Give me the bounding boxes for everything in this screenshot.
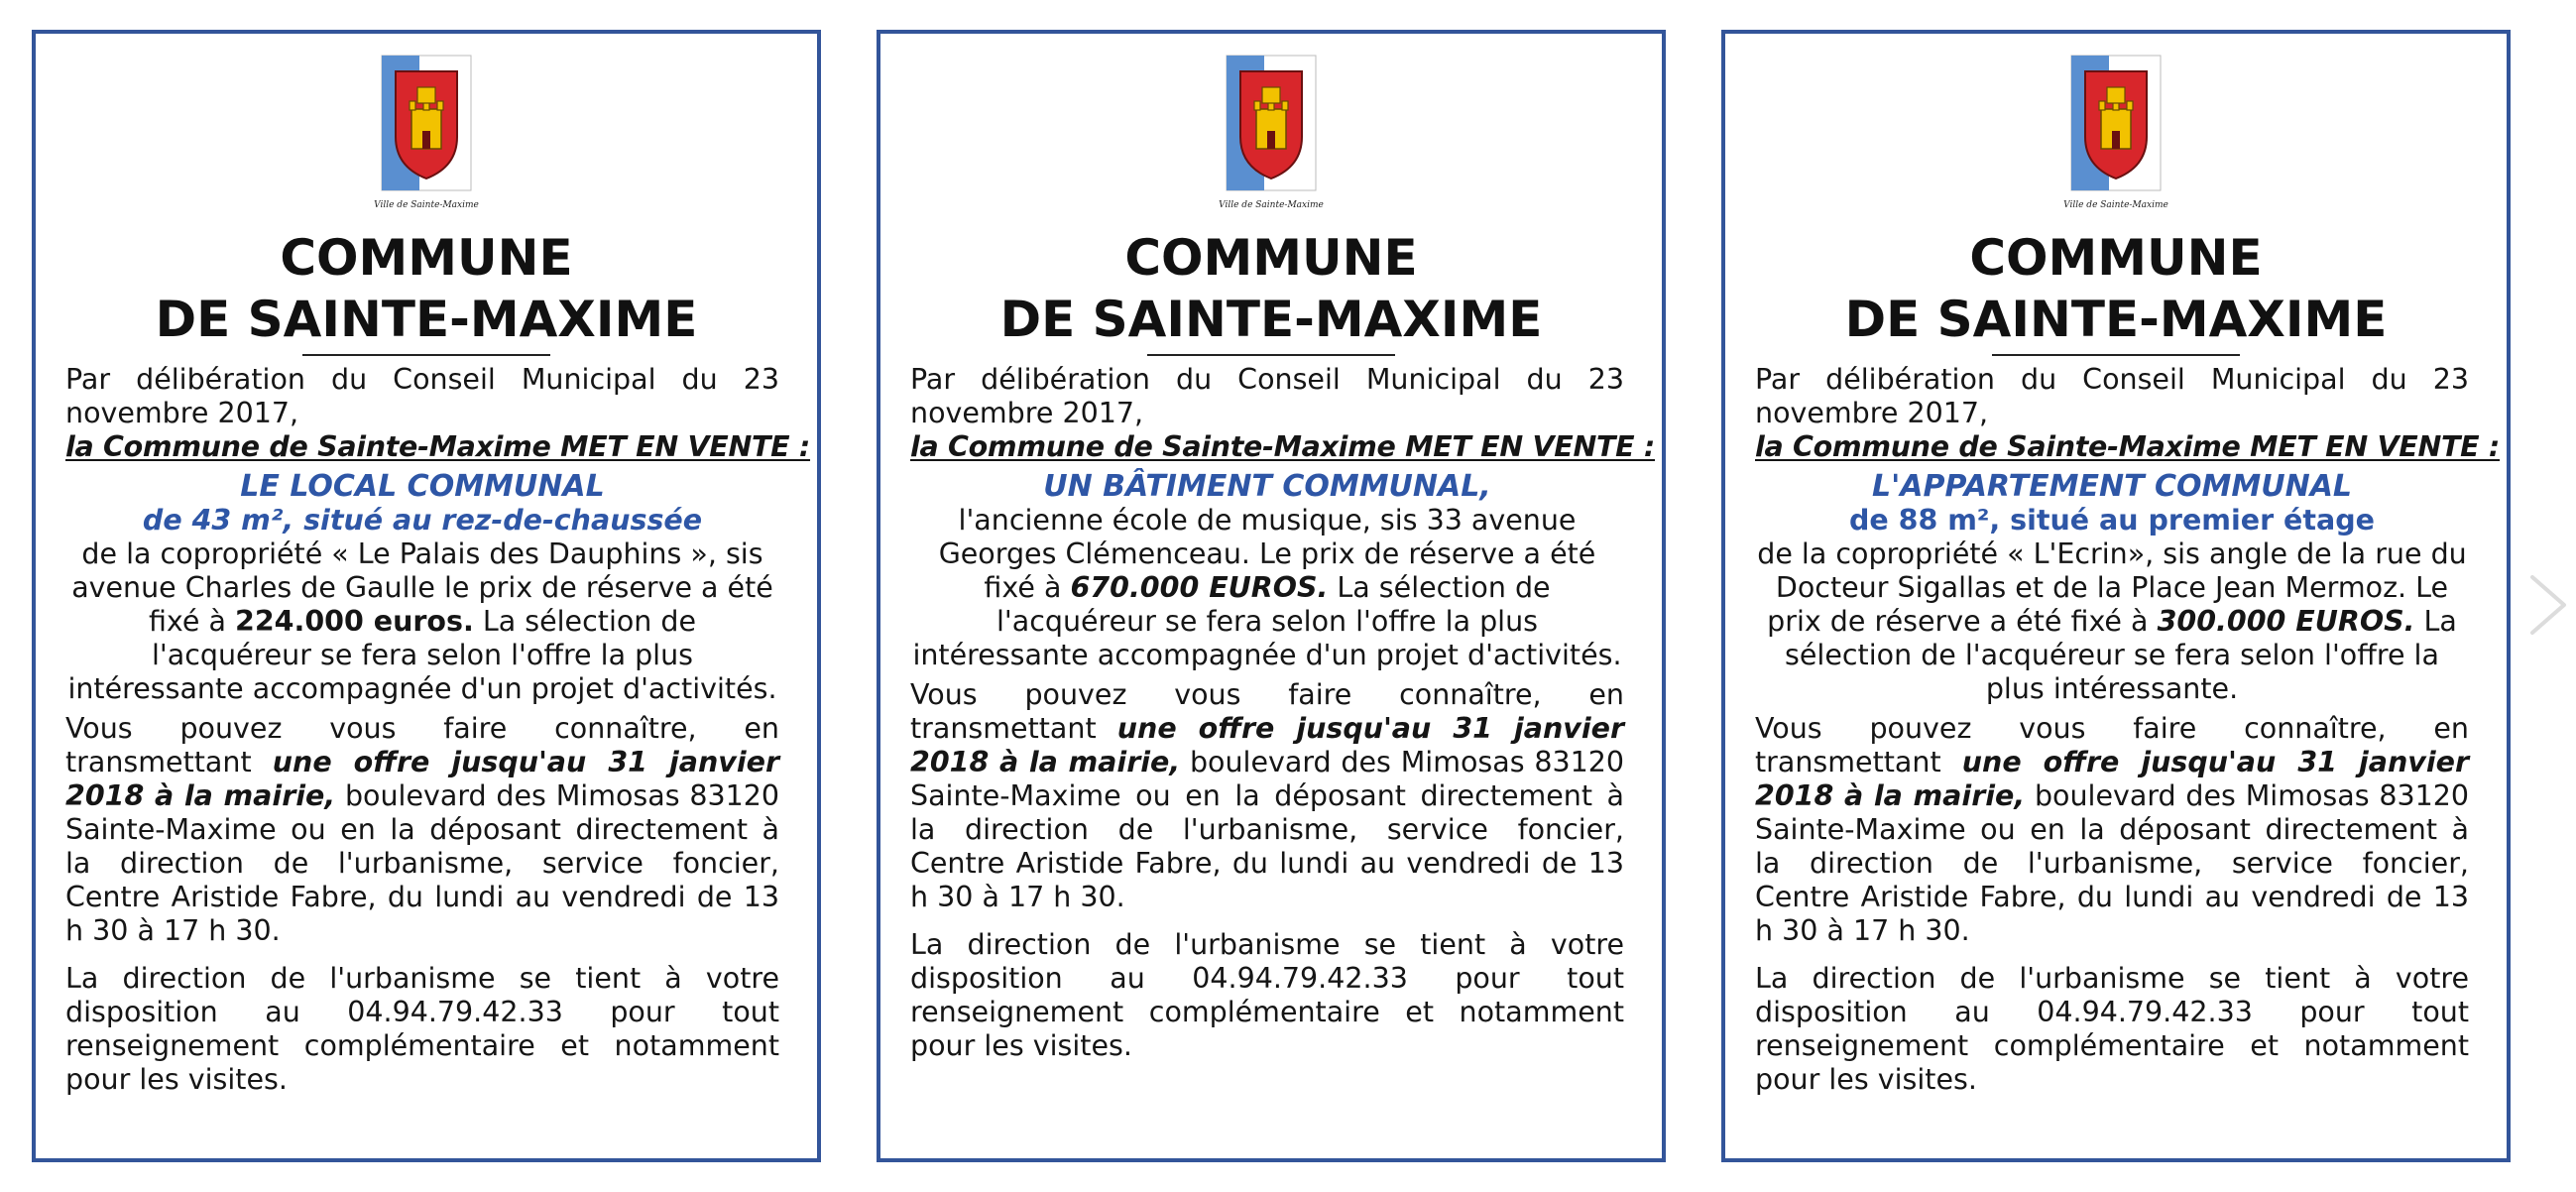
commune-title (1725, 227, 2507, 350)
commune-title (36, 227, 817, 350)
offer-part-b: boulevard des Mimosas 83120 Sainte-Maxime ou en la déposant directement à la direction de l'urbanisme, service foncier, Centre Aristide Fabre, du lundi au vendredi de 13 h 30 à 17 h 30. (1755, 779, 2470, 947)
intro-text: Par délibération du Conseil Municipal du 23 novembre 2017, (1755, 363, 2469, 429)
contact-paragraph: La direction de l'urbanisme se tient à votre disposition au 04.94.79.42.33 pour tout renseignement complémentaire et notamment pour les visites. (910, 928, 1624, 1062)
offer-part-b: boulevard des Mimosas 83120 Sainte-Maxime ou en la déposant directement à la direction de l'urbanisme, service foncier, Centre Aristide Fabre, du lundi au vendredi de 13 h 30 à 17 h 30. (65, 779, 780, 947)
offer-part-a: Vous pouvez vous faire connaître, en transmettant (1755, 712, 2469, 778)
coat-of-arms-logo (1197, 52, 1346, 222)
desc-part-b: La sélection de l'acquéreur se fera selon l'offre la plus intéressante accompagnée d'un projet d'activités. (912, 571, 1622, 671)
notice-body (65, 363, 811, 1097)
offer-paragraph (1755, 712, 2469, 948)
sale-lead: la Commune de Sainte-Maxime MET EN VENTE : (1755, 430, 2501, 463)
reserve-price: 670.000 EUROS. (1070, 571, 1329, 604)
sale-lead: la Commune de Sainte-Maxime MET EN VENTE : (910, 430, 1656, 463)
item-title: LE LOCAL COMMUNAL (240, 469, 605, 504)
offer-paragraph (910, 678, 1624, 914)
coat-of-arms-logo (352, 52, 501, 222)
item-description (910, 504, 1624, 672)
title-line-1: COMMUNE (1124, 229, 1418, 287)
item-title: UN BÂTIMENT COMMUNAL, (1043, 469, 1491, 504)
notice-card-2 (877, 30, 1666, 1162)
offer-paragraph (65, 712, 779, 948)
title-line-1: COMMUNE (1969, 229, 2263, 287)
reserve-price: 224.000 euros. (235, 605, 474, 638)
title-line-2: DE SAINTE-MAXIME (1844, 291, 2388, 348)
commune-title (880, 227, 1662, 350)
contact-paragraph: La direction de l'urbanisme se tient à votre disposition au 04.94.79.42.33 pour tout renseignement complémentaire et notamment pour les visites. (1755, 962, 2469, 1096)
reserve-price: 300.000 EUROS. (2157, 605, 2415, 638)
intro-text: Par délibération du Conseil Municipal du 23 novembre 2017, (910, 363, 1624, 429)
sale-lead: la Commune de Sainte-Maxime MET EN VENTE : (65, 430, 811, 463)
offer-part-a: Vous pouvez vous faire connaître, en transmettant (910, 678, 1624, 745)
item-subtitle (1755, 504, 2469, 537)
contact-paragraph: La direction de l'urbanisme se tient à votre disposition au 04.94.79.42.33 pour tout renseignement complémentaire et notamment pour les visites. (65, 962, 779, 1096)
item-title: L'APPARTEMENT COMMUNAL (1871, 469, 2353, 504)
offer-deadline: une offre jusqu'au 31 janvier 2018 à la mairie, (65, 746, 779, 812)
desc-part-a: de la copropriété « Le Palais des Dauphins », sis avenue Charles de Gaulle le prix de réserve a été fixé à (71, 537, 773, 638)
offer-deadline: une offre jusqu'au 31 janvier 2018 à la mairie, (1755, 746, 2469, 812)
notice-body (1755, 363, 2501, 1097)
intro-text: Par délibération du Conseil Municipal du 23 novembre 2017, (65, 363, 779, 429)
item-description (65, 537, 779, 706)
crest-icon (1197, 52, 1346, 200)
title-divider (1992, 354, 2240, 356)
crest-caption: Ville de Sainte-Maxime (374, 200, 479, 210)
desc-part-b: La sélection de l'acquéreur se fera selon l'offre la plus intéressante. (1785, 605, 2457, 705)
crest-caption: Ville de Sainte-Maxime (2063, 200, 2168, 210)
chevron-right-icon[interactable] (2526, 573, 2570, 637)
title-divider (302, 354, 550, 356)
title-line-2: DE SAINTE-MAXIME (155, 291, 698, 348)
crest-caption: Ville de Sainte-Maxime (1219, 200, 1324, 210)
item-subtitle: de 43 m², situé au rez-de-chaussée (142, 504, 703, 536)
title-divider (1147, 354, 1395, 356)
desc-part-b: La sélection de l'acquéreur se fera selon l'offre la plus intéressante accompagnée d'un projet d'activités. (67, 605, 777, 705)
coat-of-arms-logo (2042, 52, 2190, 222)
item-description (1755, 537, 2469, 706)
item-subtitle-text: de 88 m², situé au premier étage (1849, 504, 2375, 536)
offer-deadline: une offre jusqu'au 31 janvier 2018 à la mairie, (910, 712, 1624, 778)
crest-icon (352, 52, 501, 200)
notice-card-3 (1721, 30, 2511, 1162)
offer-part-a: Vous pouvez vous faire connaître, en transmettant (65, 712, 779, 778)
title-line-1: COMMUNE (280, 229, 573, 287)
notice-card-1 (32, 30, 821, 1162)
notice-body (910, 363, 1656, 1063)
desc-part-a: de la copropriété « L'Ecrin», sis angle de la rue du Docteur Sigallas et de la Place Jean Mermoz. Le prix de réserve a été fixé à (1757, 537, 2467, 638)
offer-part-b: boulevard des Mimosas 83120 Sainte-Maxime ou en la déposant directement à la direction de l'urbanisme, service foncier, Centre Aristide Fabre, du lundi au vendredi de 13 h 30 à 17 h 30. (910, 746, 1625, 913)
title-line-2: DE SAINTE-MAXIME (999, 291, 1543, 348)
desc-part-a: l'ancienne école de musique, sis 33 avenue Georges Clémenceau. Le prix de réserve a été fixé à (938, 504, 1596, 604)
crest-icon (2042, 52, 2190, 200)
